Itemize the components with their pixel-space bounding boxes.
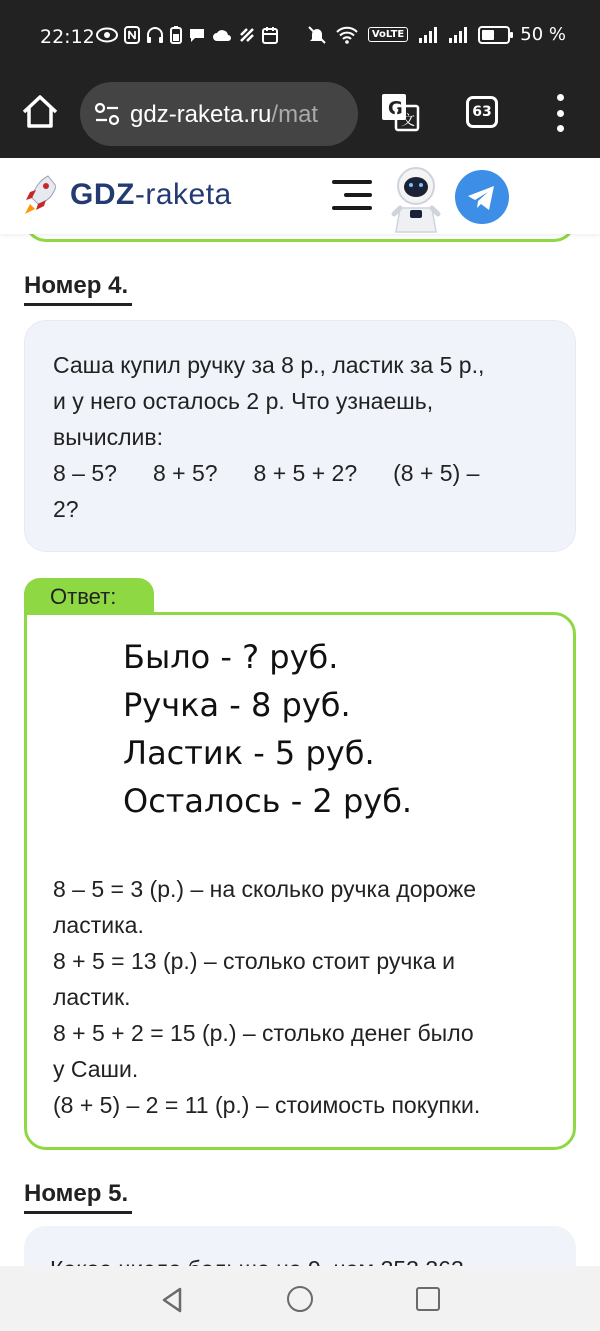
url-path: /mat <box>271 101 319 128</box>
answer-text <box>53 871 553 1123</box>
svg-text:文: 文 <box>401 113 415 129</box>
site-settings-icon[interactable] <box>94 102 120 126</box>
battery-icon <box>478 26 510 44</box>
task5-heading-text: Номер 5. <box>24 1180 129 1207</box>
answer-card <box>24 612 576 1150</box>
task4-line1: Саша купил ручку за 8 р., ластик за 5 р., <box>53 352 485 378</box>
task4-card <box>24 320 576 552</box>
status-bar <box>0 0 600 76</box>
answer-image-line-1: Было - ? руб. <box>123 638 339 676</box>
url-text <box>130 101 318 129</box>
brand-bold: GDZ <box>70 178 135 211</box>
task4-expressions <box>53 455 553 491</box>
browser-menu-icon[interactable] <box>552 94 568 132</box>
nfc-icon <box>124 26 140 44</box>
chat-icon <box>188 27 206 43</box>
headphones-icon <box>146 26 164 44</box>
task4-expr-4: (8 + 5) – <box>393 460 480 486</box>
wifi-icon <box>336 26 358 44</box>
task4-expr-tail: 2? <box>53 496 79 522</box>
cloud-icon <box>212 27 232 43</box>
answer-image-line-4: Осталось - 2 руб. <box>123 782 413 820</box>
address-bar[interactable] <box>80 82 358 146</box>
tabs-counter-button[interactable]: 63 <box>466 96 498 128</box>
url-domain: gdz-raketa.ru <box>130 101 272 128</box>
task4-expr-3: 8 + 5 + 2? <box>253 460 358 486</box>
site-header <box>0 158 600 234</box>
brand-light: raketa <box>145 178 232 211</box>
task4-heading-text: Номер 4. <box>24 272 129 299</box>
answer-image-line-3: Ластик - 5 руб. <box>123 734 375 772</box>
telegram-button[interactable] <box>455 170 509 224</box>
signal-icon-2 <box>448 26 468 44</box>
recent-apps-icon[interactable] <box>416 1287 440 1311</box>
answer-line-6: у Саши. <box>53 1056 139 1082</box>
hamburger-menu-icon[interactable] <box>332 180 372 210</box>
status-right <box>308 24 566 45</box>
task4-expr-2: 8 + 5? <box>152 460 218 486</box>
answer-line-2: ластика. <box>53 912 144 938</box>
task4-line2: и у него осталось 2 р. Что узнаешь, <box>53 388 434 414</box>
mute-icon <box>308 26 326 44</box>
system-nav-bar <box>0 1266 600 1331</box>
svg-text:G: G <box>388 98 403 119</box>
home-nav-icon[interactable] <box>287 1286 313 1312</box>
astronaut-icon[interactable] <box>386 164 446 234</box>
back-icon[interactable] <box>158 1286 186 1314</box>
battery-saver-icon <box>170 26 182 44</box>
notification-icons <box>96 26 278 44</box>
answer-label: Ответ: <box>50 584 117 609</box>
answer-image <box>123 633 483 843</box>
telegram-icon <box>455 170 509 224</box>
site-brand[interactable] <box>70 178 232 212</box>
task4-text <box>53 347 553 527</box>
rocket-logo-icon[interactable] <box>22 174 56 218</box>
answer-image-line-2: Ручка - 8 руб. <box>123 686 351 724</box>
home-icon[interactable] <box>18 90 62 134</box>
answer-line-7: (8 + 5) – 2 = 11 (р.) – стоимость покупки. <box>53 1092 481 1118</box>
answer-line-3: 8 + 5 = 13 (р.) – столько стоит ручка и <box>53 948 455 974</box>
browser-toolbar <box>0 76 600 158</box>
task4-line3: вычислив: <box>53 424 163 450</box>
answer-line-4: ластик. <box>53 984 131 1010</box>
translate-icon[interactable] <box>380 92 420 132</box>
answer-line-1: 8 – 5 = 3 (р.) – на сколько ручка дороже <box>53 876 476 902</box>
eye-icon <box>96 27 118 43</box>
task4-heading <box>24 272 128 300</box>
calendar-icon <box>262 26 278 44</box>
answer-line-5: 8 + 5 + 2 = 15 (р.) – столько денег было <box>53 1020 474 1046</box>
task5-heading <box>24 1180 128 1208</box>
task4-expr-1: 8 – 5? <box>53 460 117 486</box>
brand-dash: - <box>134 178 146 211</box>
signal-icon <box>418 26 438 44</box>
battery-percent: 50 % <box>520 24 566 45</box>
volte-badge: VoLTE <box>368 27 408 42</box>
app-icon <box>238 26 256 44</box>
status-time: 22:12 <box>40 26 95 48</box>
